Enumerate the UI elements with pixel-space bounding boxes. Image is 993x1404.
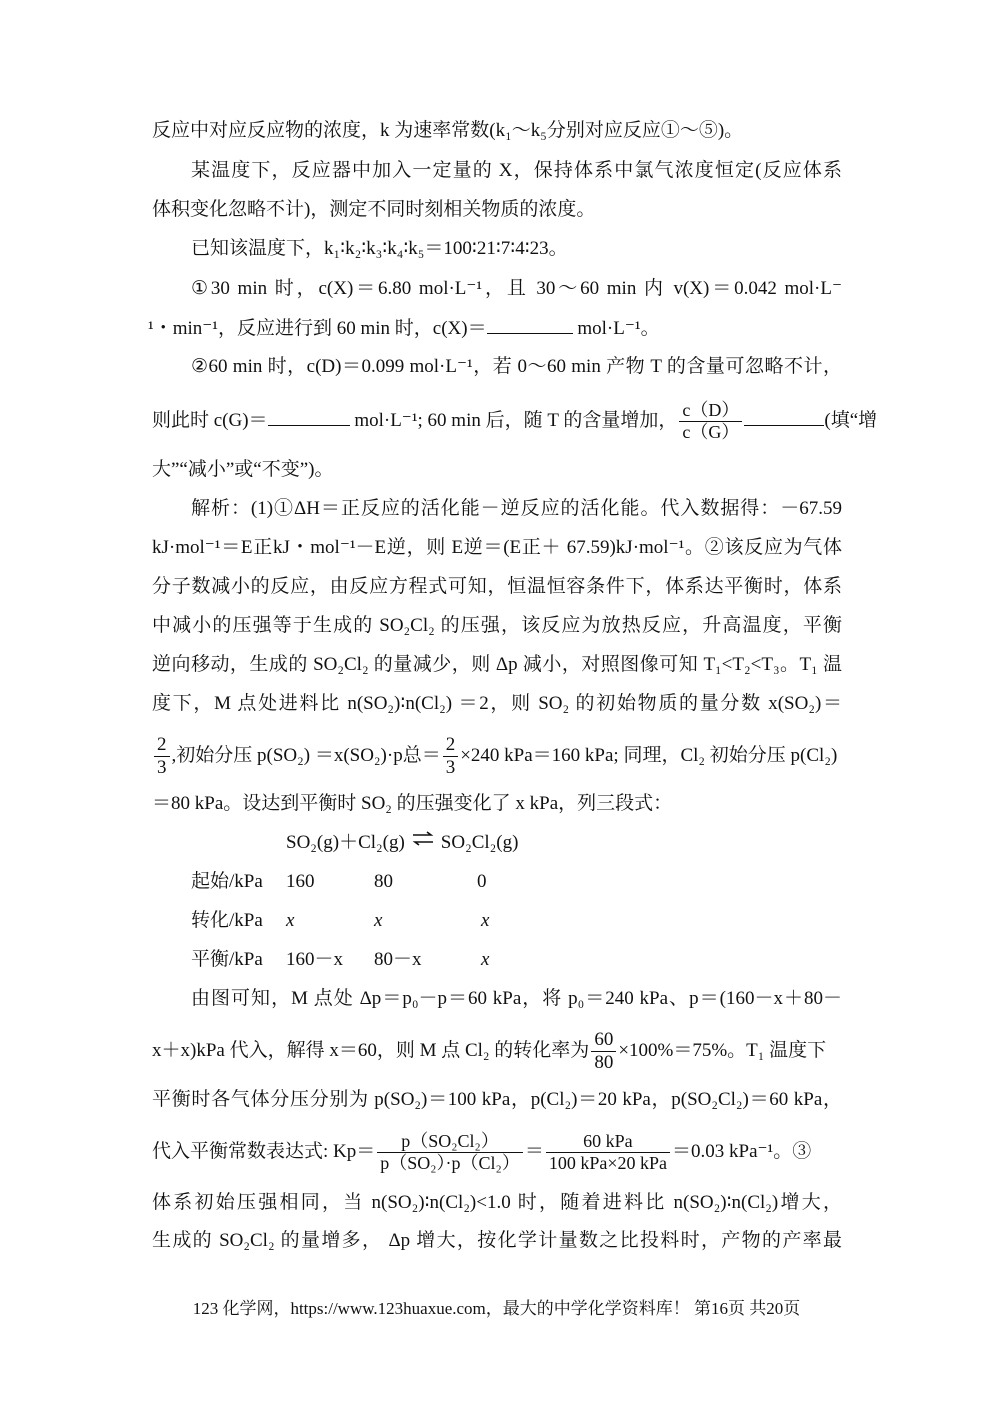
fraction-60-over-80 xyxy=(591,1029,616,1074)
text-line xyxy=(152,393,892,449)
cell: 80－x xyxy=(374,949,422,970)
text-line: 大”“减小”或“不变”)。 xyxy=(152,459,334,480)
analysis-line: 平衡时各气体分压分别为 p(SO₂)＝100 kPa，p(Cl₂)＝20 kPa，p(SO₂Cl₂)＝60 kPa， xyxy=(152,1089,842,1110)
fraction-kp-values xyxy=(546,1131,670,1173)
equation-line xyxy=(286,830,586,856)
cell: 0 xyxy=(477,871,487,892)
product: SO₂Cl₂(g) xyxy=(440,832,519,853)
answer-blank xyxy=(487,315,573,334)
cell: x xyxy=(481,910,490,931)
fraction-numerator: 60 kPa xyxy=(546,1131,670,1153)
cell: x xyxy=(286,910,295,931)
fraction-denominator: c（G） xyxy=(682,422,740,443)
text-segment: x＋x)kPa 代入，解得 x＝60，则 M 点 Cl₂ 的转化率为 xyxy=(152,1040,590,1061)
analysis-line: kJ·mol⁻¹＝E正kJ・mol⁻¹－E逆，则 E逆＝(E正＋ 67.59)kJ·mol⁻¹。②该反应为气体 xyxy=(152,537,842,558)
text-line xyxy=(148,315,838,341)
text-segment: ,初始分压 p(SO₂) ＝x(SO₂)·p总＝ xyxy=(171,745,441,766)
fraction-two-thirds xyxy=(154,734,170,779)
fraction-numerator: 2 xyxy=(154,734,170,757)
text-segment: ×100%＝75%。T₁ 温度下 xyxy=(618,1040,827,1061)
text-segment: ＝0.03 kPa⁻¹。③ xyxy=(672,1141,812,1162)
analysis-line: 解析：(1)①ΔH＝正反应的活化能－逆反应的活化能。代入数据得：－67.59 xyxy=(191,498,842,519)
row-label: 转化/kPa xyxy=(191,910,263,931)
reversible-arrow-icon xyxy=(411,830,435,857)
analysis-line: 由图可知，M 点处 Δp＝p₀－p＝60 kPa，将 p₀＝240 kPa、p＝(160－x＋80－ xyxy=(191,988,842,1009)
fraction-numerator: c（D） xyxy=(679,400,742,422)
answer-blank xyxy=(268,407,350,426)
text-segment: mol·L⁻¹。 xyxy=(572,318,660,339)
analysis-line xyxy=(152,1126,852,1178)
fraction-denominator: 3 xyxy=(157,757,167,779)
fraction-denominator: 100 kPa×20 kPa xyxy=(548,1153,667,1174)
fraction-numerator: 2 xyxy=(443,734,459,757)
text-segment: ＝ xyxy=(524,1141,544,1162)
analysis-line xyxy=(152,730,852,782)
text-line: 体积变化忽略不计)，测定不同时刻相关物质的浓度。 xyxy=(152,199,596,220)
cell: x xyxy=(374,910,383,931)
analysis-line: 中减小的压强等于生成的 SO₂Cl₂ 的压强，该反应为放热反应，升高温度，平衡 xyxy=(152,615,842,636)
row-label: 平衡/kPa xyxy=(191,949,263,970)
text-line: ②60 min 时，c(D)＝0.099 mol·L⁻¹，若 0～60 min 产物 T 的含量可忽略不计， xyxy=(191,356,842,377)
text-segment: ×240 kPa＝160 kPa; 同理，Cl₂ 初始分压 p(Cl₂) xyxy=(460,745,838,766)
fraction-cd-over-cg xyxy=(679,400,742,442)
analysis-line: 生成的 SO₂Cl₂ 的量增多， Δp 增大，按化学计量数之比投料时，产物的产率最 xyxy=(152,1230,842,1251)
text-line: 反应中对应反应物的浓度，k 为速率常数(k₁～k₅分别对应反应①～⑤)。 xyxy=(152,120,744,141)
analysis-line: 体系初始压强相同，当 n(SO₂)∶n(Cl₂)<1.0 时，随着进料比 n(SO₂)∶n(Cl₂)增大， xyxy=(152,1192,842,1213)
fraction-denominator: 80 xyxy=(594,1052,614,1074)
analysis-line xyxy=(152,1025,852,1077)
cell: 160－x xyxy=(286,949,344,970)
fraction-numerator: p（SO₂Cl₂） xyxy=(377,1131,523,1153)
cell: 160 xyxy=(286,871,315,892)
row-label: 起始/kPa xyxy=(191,871,263,892)
text-segment: mol·L⁻¹; 60 min 后，随 T 的含量增加， xyxy=(349,410,678,431)
analysis-line: 度下，M 点处进料比 n(SO₂)∶n(Cl₂) ＝2，则 SO₂ 的初始物质的量分数 x(SO₂)＝ xyxy=(152,693,842,714)
answer-blank xyxy=(744,407,824,426)
text-segment: 则此时 c(G)＝ xyxy=(152,410,268,431)
analysis-line: 逆向移动，生成的 SO₂Cl₂ 的量减少，则 Δp 减小，对照图像可知 T₁<T₂<T₃。T₁ 温 xyxy=(152,654,842,675)
text-line: 已知该温度下，k₁∶k₂∶k₃∶k₄∶k₅＝100∶21∶7∶4∶23。 xyxy=(191,238,568,259)
fraction-two-thirds xyxy=(443,734,459,779)
analysis-line: ＝80 kPa。设达到平衡时 SO₂ 的压强变化了 x kPa，列三段式： xyxy=(152,793,673,814)
fraction-denominator: p（SO₂）·p（Cl₂） xyxy=(380,1153,520,1174)
text-line: ①30 min 时，c(X)＝6.80 mol·L⁻¹，且 30～60 min 内 v(X)＝0.042 mol·L⁻ xyxy=(191,278,842,299)
text-segment: (填“增 xyxy=(824,410,878,431)
page-footer: 123 化学网，https://www.123huaxue.com，最大的中学化学资料库！ 第16页 共20页 xyxy=(192,1299,801,1318)
analysis-line: 分子数减小的反应，由反应方程式可知，恒温恒容条件下，体系达平衡时，体系 xyxy=(152,576,842,597)
fraction-denominator: 3 xyxy=(445,757,456,779)
cell: 80 xyxy=(374,871,393,892)
text-segment: 代入平衡常数表达式: Kp＝ xyxy=(152,1141,376,1162)
fraction-numerator: 60 xyxy=(591,1029,616,1052)
reactants: SO₂(g)＋Cl₂(g) xyxy=(286,832,405,853)
text-segment: ¹・min⁻¹，反应进行到 60 min 时，c(X)＝ xyxy=(148,318,487,339)
cell: x xyxy=(481,949,490,970)
text-line: 某温度下，反应器中加入一定量的 X，保持体系中氯气浓度恒定(反应体系 xyxy=(191,160,842,181)
fraction-kp-expression xyxy=(377,1131,523,1173)
